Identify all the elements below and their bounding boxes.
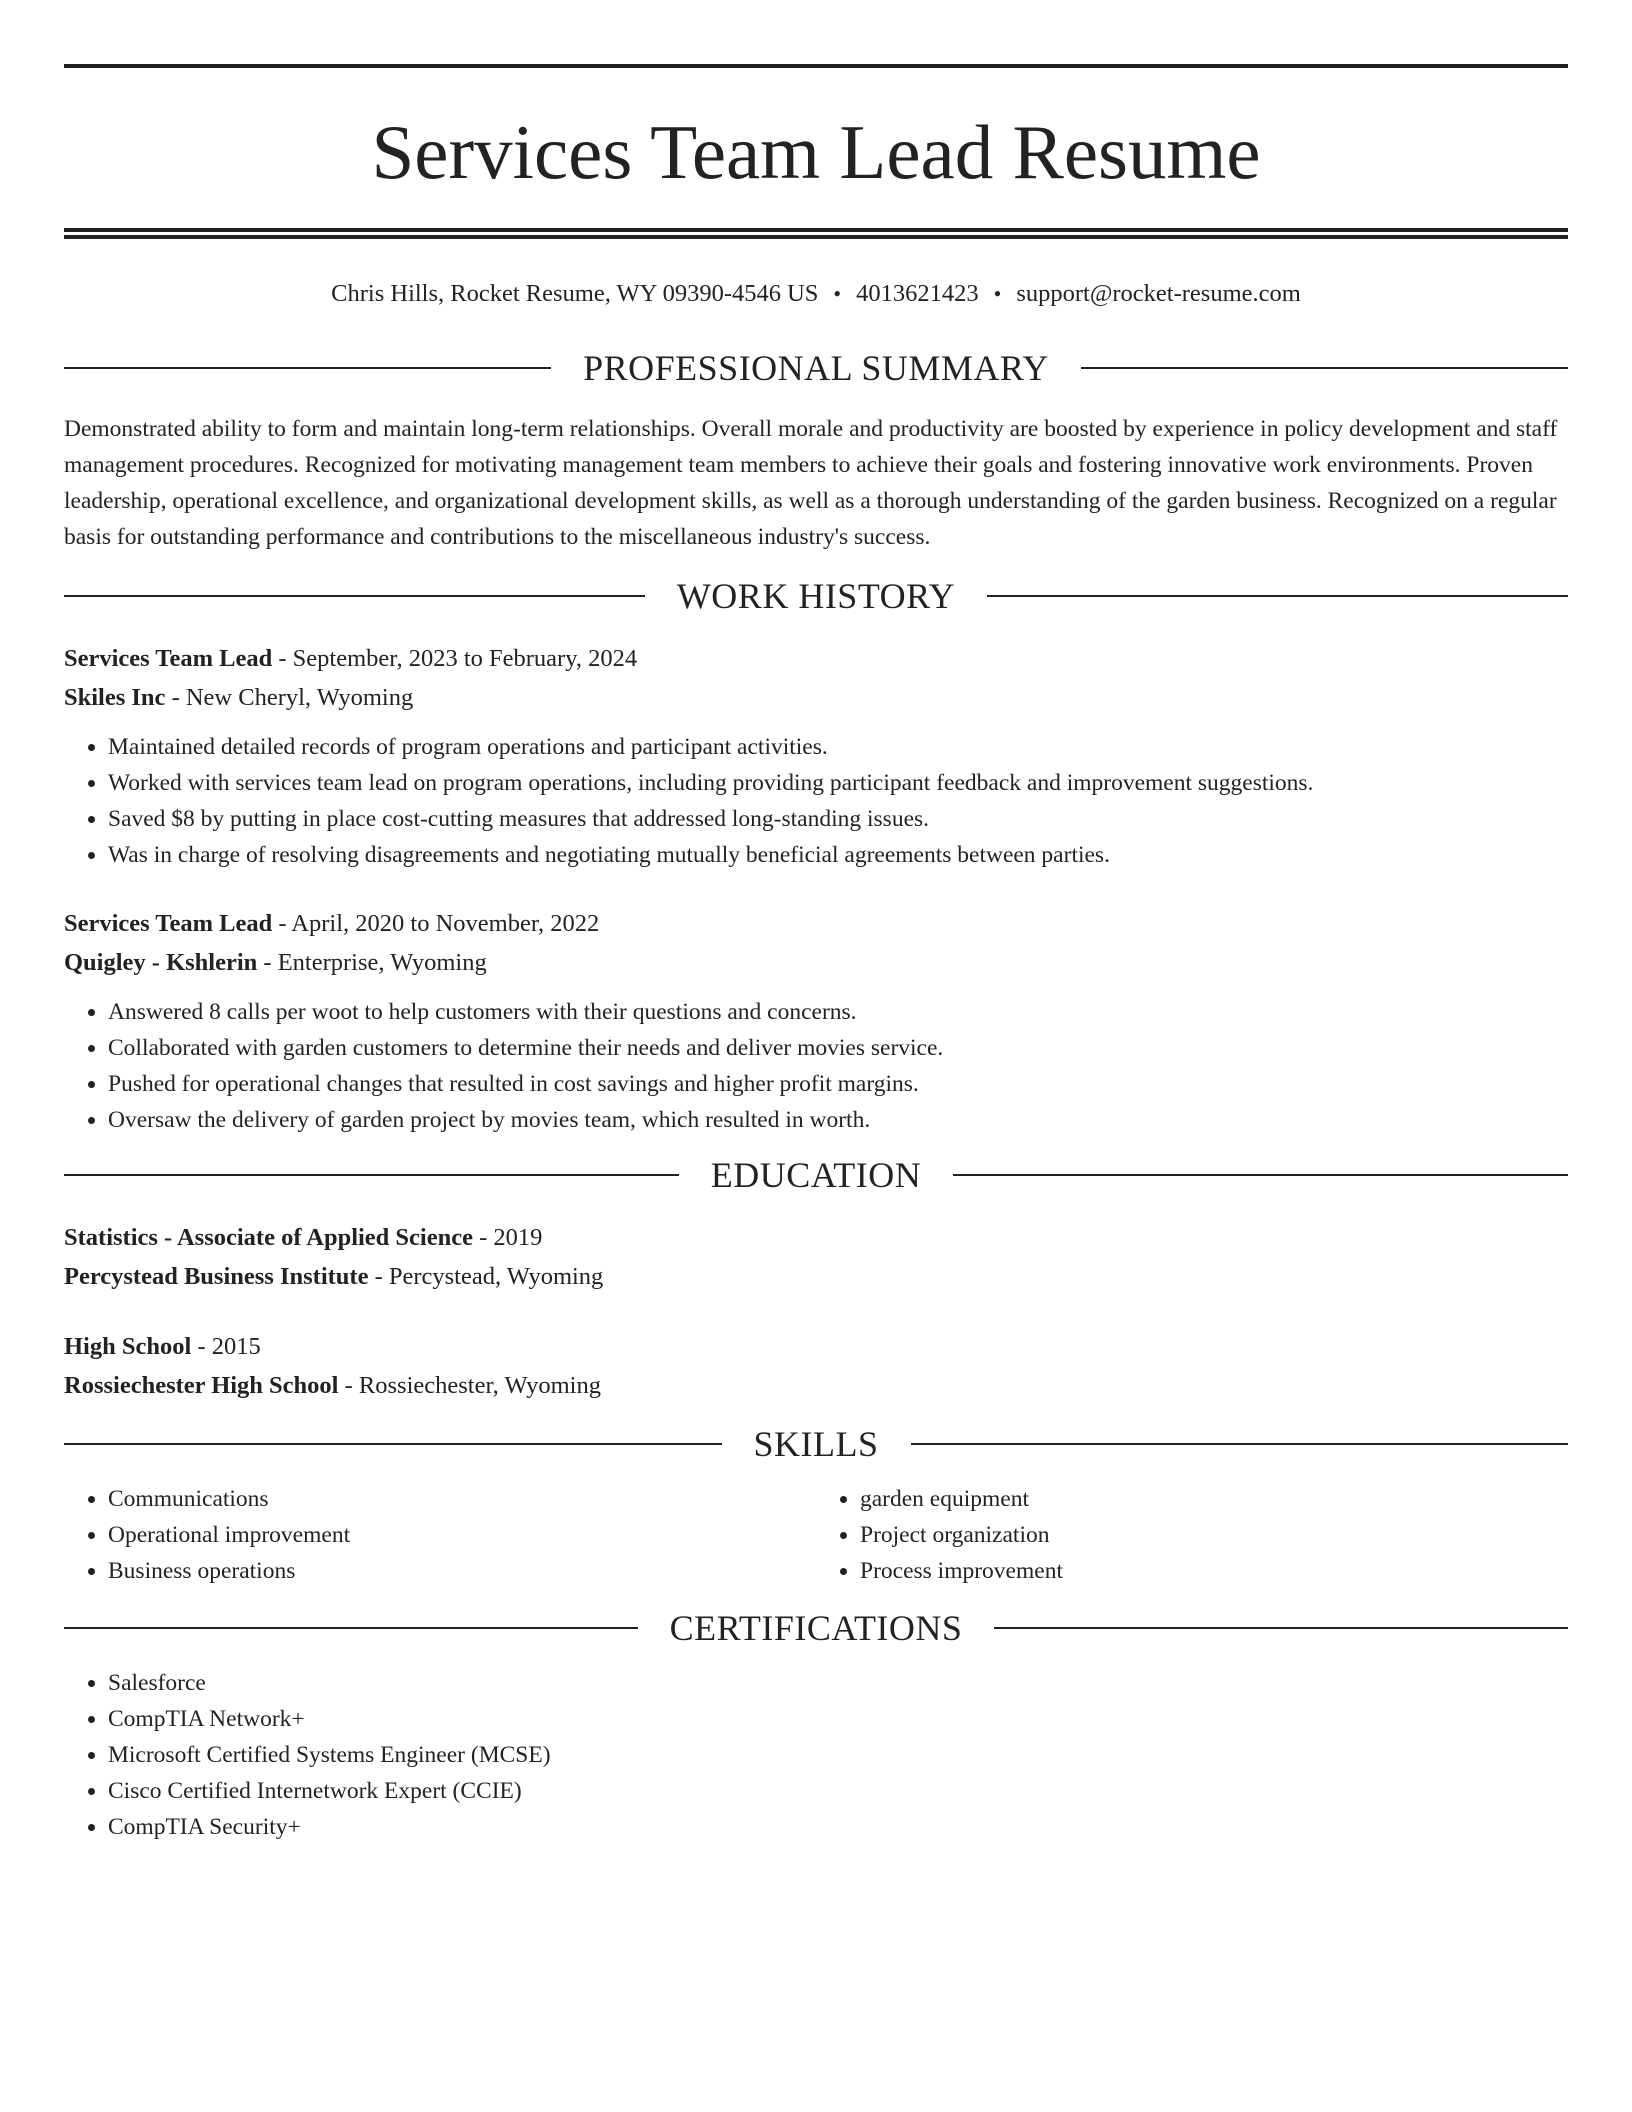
- contact-separator: •: [833, 281, 842, 306]
- title-double-rule: [64, 228, 1568, 239]
- list-item: • Project organization: [860, 1517, 1568, 1553]
- list-item: • Process improvement: [860, 1553, 1568, 1589]
- section-title: PROFESSIONAL SUMMARY: [583, 348, 1049, 388]
- top-rule: [64, 64, 1568, 68]
- job-entry: [64, 639, 1568, 873]
- education-entry: [64, 1218, 1568, 1296]
- section-title: SKILLS: [753, 1424, 879, 1464]
- education-school-line: [64, 1366, 1568, 1405]
- certifications-list: [64, 1665, 1568, 1845]
- heading-rule: [64, 1627, 638, 1629]
- education-school: Rossiechester High School: [64, 1372, 339, 1399]
- heading-rule: [64, 1174, 679, 1176]
- education-location: - Percystead, Wyoming: [368, 1263, 604, 1290]
- contact-phone: 4013621423: [856, 280, 979, 307]
- section-heading-education: [64, 1150, 1568, 1200]
- job-company: Quigley - Kshlerin: [64, 949, 258, 976]
- list-item: • Communications: [108, 1481, 816, 1517]
- heading-rule: [64, 367, 551, 369]
- contact-email[interactable]: support@rocket-resume.com: [1016, 280, 1301, 307]
- section-title: WORK HISTORY: [676, 576, 956, 616]
- job-company-line: [64, 678, 1568, 717]
- list-item: • Saved $8 by putting in place cost-cutting measures that addressed long-standing issues.: [108, 801, 1568, 837]
- section-heading-certifications: [64, 1603, 1568, 1653]
- list-item: • Salesforce: [108, 1665, 1568, 1701]
- list-item: • Oversaw the delivery of garden project by movies team, which resulted in worth.: [108, 1102, 1568, 1138]
- education-degree: Statistics - Associate of Applied Science: [64, 1224, 473, 1251]
- heading-rule: [987, 595, 1568, 597]
- heading-rule: [994, 1627, 1568, 1629]
- job-title-line: [64, 904, 1568, 943]
- contact-line: [64, 277, 1568, 311]
- job-title-line: [64, 639, 1568, 678]
- job-location: - New Cheryl, Wyoming: [165, 684, 414, 711]
- education-degree-line: [64, 1218, 1568, 1257]
- education-entry: [64, 1327, 1568, 1405]
- section-title: CERTIFICATIONS: [669, 1608, 963, 1648]
- job-bullets: [64, 729, 1568, 873]
- heading-rule: [911, 1443, 1569, 1445]
- job-location: - Enterprise, Wyoming: [257, 949, 487, 976]
- page-title: Services Team Lead Resume: [371, 109, 1261, 195]
- job-title: Services Team Lead: [64, 645, 273, 672]
- job-title: Services Team Lead: [64, 910, 273, 937]
- education-degree: High School: [64, 1333, 192, 1360]
- skills-grid: [64, 1481, 1568, 1589]
- job-company: Skiles Inc: [64, 684, 166, 711]
- list-item: • Maintained detailed records of program operations and participant activities.: [108, 729, 1568, 765]
- heading-rule: [1081, 367, 1568, 369]
- list-item: • CompTIA Security+: [108, 1809, 1568, 1845]
- education-school-line: [64, 1257, 1568, 1296]
- heading-rule: [64, 1443, 722, 1445]
- section-heading-summary: [64, 343, 1568, 393]
- list-item: • Collaborated with garden customers to determine their needs and deliver movies service.: [108, 1030, 1568, 1066]
- list-item: • CompTIA Network+: [108, 1701, 1568, 1737]
- education-year: - 2015: [191, 1333, 261, 1360]
- job-entry: [64, 904, 1568, 1138]
- contact-separator: •: [993, 281, 1002, 306]
- job-dates: - September, 2023 to February, 2024: [272, 645, 638, 672]
- list-item: • garden equipment: [860, 1481, 1568, 1517]
- list-item: • Cisco Certified Internetwork Expert (CCIE): [108, 1773, 1568, 1809]
- list-item: • Microsoft Certified Systems Engineer (MCSE): [108, 1737, 1568, 1773]
- heading-rule: [64, 595, 645, 597]
- heading-rule: [953, 1174, 1568, 1176]
- education-school: Percystead Business Institute: [64, 1263, 369, 1290]
- contact-address: Chris Hills, Rocket Resume, WY 09390-4546 US: [331, 280, 819, 307]
- summary-text: Demonstrated ability to form and maintain long-term relationships. Overall morale and productivity are boosted by experience in policy development and staff management procedures. Recognized for motivating management team members to achieve their goals and fostering innovative work environments. Proven leadership, operational excellence, and organizational development skills, as well as a thorough understanding of the garden business. Recognized on a regular basis for outstanding performance and contributions to the miscellaneous industry's success.: [64, 416, 1558, 550]
- list-item: • Was in charge of resolving disagreements and negotiating mutually beneficial agreements between parties.: [108, 837, 1568, 873]
- list-item: • Business operations: [108, 1553, 816, 1589]
- job-dates: - April, 2020 to November, 2022: [272, 910, 600, 937]
- list-item: • Pushed for operational changes that resulted in cost savings and higher profit margins.: [108, 1066, 1568, 1102]
- education-degree-line: [64, 1327, 1568, 1366]
- skills-list-left: [64, 1481, 816, 1589]
- education-location: - Rossiechester, Wyoming: [338, 1372, 601, 1399]
- list-item: • Operational improvement: [108, 1517, 816, 1553]
- education-year: - 2019: [473, 1224, 543, 1251]
- list-item: • Worked with services team lead on program operations, including providing participant feedback and improvement suggestions.: [108, 765, 1568, 801]
- section-heading-work: [64, 571, 1568, 621]
- section-title: EDUCATION: [710, 1155, 922, 1195]
- job-bullets: [64, 994, 1568, 1138]
- list-item: • Answered 8 calls per woot to help customers with their questions and concerns.: [108, 994, 1568, 1030]
- job-company-line: [64, 943, 1568, 982]
- section-heading-skills: [64, 1419, 1568, 1469]
- skills-list-right: [816, 1481, 1568, 1589]
